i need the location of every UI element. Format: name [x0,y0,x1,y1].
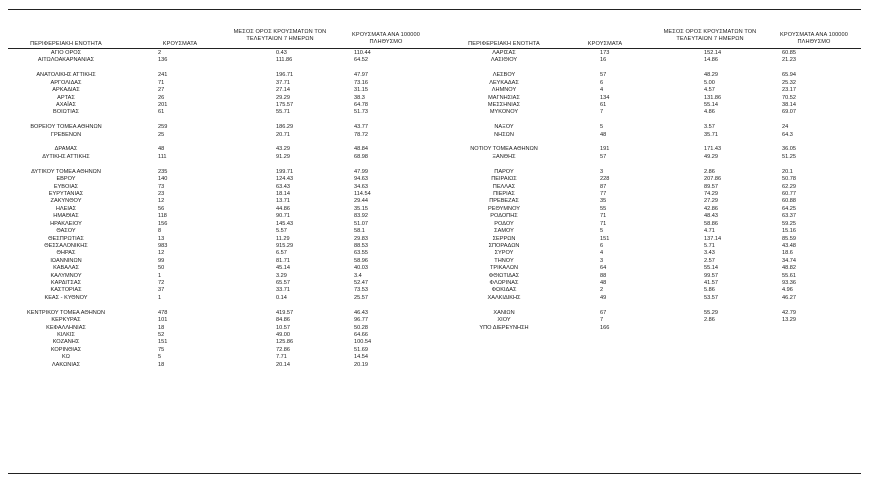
region-name: ΧΙΟΥ [497,317,511,324]
cell-cases: 3 [600,257,604,264]
cell-avg: 152.14 [704,50,722,56]
region-name: ΛΑΚΩΝΙΑΣ [51,361,81,368]
cell-avg: 0.43 [276,50,287,56]
cell-per: 64.52 [354,57,368,64]
cell-per: 34.74 [782,257,796,264]
header-avg-right: ΜΕΣΟΣ ΟΡΟΣ ΚΡΟΥΣΜΑΤΩΝ ΤΟΝ ΤΕΛΕΥΤΑΙΩΝ 7 ΗΜΕΡΩΝ [663,29,757,42]
region-name: ΒΟΡΕΙΟΥ ΤΟΜΕΑ ΑΘΗΝΩΝ [30,124,102,131]
cell-cases: 7 [600,317,604,324]
cell-per: 3.4 [354,272,362,279]
cell-avg: 915.29 [276,242,294,249]
cell-avg: 48.29 [704,72,718,79]
cell-avg: 3.57 [704,124,715,131]
region-name: ΠΕΙΡΑΙΩΣ [491,176,517,183]
region-name: ΚΙΛΚΙΣ [57,331,75,338]
cell-avg: 65.57 [276,280,290,287]
cell-cases: 111 [158,153,167,160]
cell-avg: 207.86 [704,176,722,183]
cell-cases: 57 [600,72,607,79]
cell-per: 34.63 [354,183,368,190]
cell-cases: 156 [158,220,168,227]
region-name: ΕΒΡΟΥ [56,176,76,183]
cell-avg: 10.57 [276,324,290,331]
cell-per: 96.77 [354,317,368,324]
region-name: ΑΙΤΩΛΟΑΚΑΡΝΑΝΙΑΣ [37,57,95,64]
cell-cases: 5 [600,228,604,235]
cell-cases: 6 [600,79,604,86]
cell-per: 20.19 [354,361,368,368]
cell-cases: 27 [158,87,165,94]
cell-avg: 171.43 [704,146,722,153]
cell-per: 58.1 [354,228,365,235]
cell-per: 100.54 [354,339,372,346]
cell-cases: 191 [600,146,610,153]
cell-cases: 72 [158,280,165,287]
cell-avg: 199.71 [276,168,294,175]
cell-per: 59.25 [782,220,796,227]
region-name: ΑΧΑΪΑΣ [56,101,76,108]
cell-cases: 71 [158,79,165,86]
header-avg-left: ΜΕΣΟΣ ΟΡΟΣ ΚΡΟΥΣΜΑΤΩΝ ΤΟΝ ΤΕΛΕΥΤΑΙΩΝ 7 ΗΜΕΡΩΝ [233,29,327,42]
region-name: ΡΟΔΟΥ [494,220,514,227]
cell-cases: 259 [158,124,168,131]
cell-cases: 5 [600,124,604,131]
cell-cases: 26 [158,94,165,101]
cell-per: 50.28 [354,324,368,331]
cell-cases: 64 [600,265,607,272]
cell-cases: 6 [600,242,604,249]
region-name: ΝΗΣΩΝ [494,131,514,138]
cell-per: 36.05 [782,146,796,153]
cell-avg: 5.00 [704,79,715,86]
cell-per: 42.79 [782,309,796,316]
cell-avg: 124.43 [276,176,294,183]
cell-per: 51.69 [354,346,368,353]
cell-avg: 53.57 [704,294,718,301]
cell-cases: 25 [158,131,165,138]
cell-avg: 55.14 [704,265,718,272]
region-name: ΙΩΑΝΝΙΝΩΝ [50,257,82,264]
cell-avg: 89.57 [704,183,718,190]
cell-avg: 91.29 [276,153,290,160]
region-name: ΔΥΤΙΚΟΥ ΤΟΜΕΑ ΑΘΗΝΩΝ [31,168,101,175]
cell-per: 69.07 [782,109,796,116]
cell-avg: 33.71 [276,287,290,294]
cell-per: 73.16 [354,79,368,86]
cell-per: 43.77 [354,124,368,131]
region-name: ΜΕΣΣΗΝΙΑΣ [487,101,521,108]
cell-cases: 151 [158,339,168,346]
cell-avg: 37.71 [276,79,290,86]
cell-per: 15.16 [782,228,796,235]
cell-cases: 71 [600,220,607,227]
cell-cases: 67 [600,309,607,316]
cell-avg: 58.86 [704,220,718,227]
cell-avg: 55.71 [276,109,290,116]
cell-cases: 55 [600,205,607,212]
cell-avg: 145.43 [276,220,294,227]
cell-cases: 2 [158,50,162,56]
cell-cases: 201 [158,101,168,108]
cell-avg: 18.14 [276,190,290,197]
region-name: ΔΡΑΜΑΣ [54,146,78,153]
region-name: ΗΡΑΚΛΕΙΟΥ [50,220,82,227]
cell-avg: 186.29 [276,124,294,131]
cell-cases: 18 [158,361,165,368]
region-name: ΦΛΩΡΙΝΑΣ [489,280,519,287]
region-name: ΛΕΥΚΑΔΑΣ [489,79,519,86]
region-name: ΠΑΡΟΥ [494,168,514,175]
cell-per: 73.53 [354,287,368,294]
cell-per: 18.6 [782,250,793,257]
region-name: ΜΑΓΝΗΣΙΑΣ [488,94,520,101]
cell-per: 47.99 [354,168,368,175]
cell-cases: 13 [158,235,165,242]
cell-cases: 75 [158,346,165,353]
cell-cases: 16 [600,57,607,64]
cell-cases: 4 [600,250,604,257]
cell-cases: 23 [158,190,165,197]
cell-avg: 4.57 [704,87,715,94]
cell-avg: 2.86 [704,317,715,324]
region-name: ΓΡΕΒΕΝΩΝ [50,131,82,138]
cell-per: 60.85 [782,50,796,56]
cell-cases: 228 [600,176,610,183]
cell-cases: 12 [158,250,165,257]
cell-cases: 56 [158,205,165,212]
region-name: ΛΑΣΙΘΙΟΥ [490,57,518,64]
cell-avg: 4.71 [704,228,715,235]
region-name: ΧΑΛΚΙΔΙΚΗΣ [487,294,521,301]
cell-per: 88.53 [354,242,368,249]
region-name: ΠΙΕΡΙΑΣ [493,190,515,197]
cell-cases: 61 [158,109,165,116]
cell-cases: 241 [158,72,168,79]
cell-avg: 45.14 [276,265,290,272]
cell-avg: 196.71 [276,72,294,79]
region-name: ΑΡΓΟΛΙΔΑΣ [50,79,82,86]
cell-avg: 137.14 [704,235,722,242]
cell-per: 63.55 [354,250,368,257]
header-per100k-right: ΚΡΟΥΣΜΑΤΑ ΑΝΑ 100000 ΠΛΗΘΥΣΜΟ [780,32,848,45]
cell-cases: 88 [600,272,607,279]
cell-per: 48.82 [782,265,796,272]
cell-cases: 151 [600,235,610,242]
cell-cases: 18 [158,324,165,331]
cell-avg: 6.57 [276,250,287,257]
region-name: ΚΟΖΑΝΗΣ [52,339,80,346]
cell-cases: 140 [158,176,168,183]
region-name: ΑΡΚΑΔΙΑΣ [52,87,80,94]
cell-avg: 29.29 [276,94,290,101]
cell-cases: 2 [600,287,604,294]
region-name: ΘΕΣΣΑΛΟΝΙΚΗΣ [44,242,88,249]
region-name: ΗΜΑΘΙΑΣ [53,213,79,220]
region-name: ΛΑΡΙΣΑΣ [492,50,516,56]
cell-cases: 77 [600,190,607,197]
cell-cases: 48 [600,131,607,138]
region-name: ΠΡΕΒΕΖΑΣ [489,198,519,205]
cell-per: 52.47 [354,280,368,287]
header-cases-right: ΚΡΟΥΣΜΑΤΑ [587,41,623,47]
cell-per: 55.61 [782,272,796,279]
cell-avg: 4.86 [704,109,715,116]
cell-cases: 5 [158,354,162,361]
cell-per: 14.54 [354,354,368,361]
cell-cases: 118 [158,213,167,220]
cell-avg: 63.43 [276,183,290,190]
cell-cases: 166 [600,324,610,331]
cell-cases: 48 [600,280,607,287]
cell-avg: 5.86 [704,287,715,294]
cell-cases: 7 [600,109,604,116]
region-name: ΚΑΛΥΜΝΟΥ [50,272,82,279]
cell-avg: 49.29 [704,153,718,160]
cell-per: 47.97 [354,72,368,79]
cell-per: 29.83 [354,235,368,242]
region-name: ΡΟΔΟΠΗΣ [490,213,518,220]
cell-cases: 4 [600,87,604,94]
cell-cases: 99 [158,257,165,264]
region-name: ΤΡΙΚΑΛΩΝ [489,265,519,272]
header-rule [8,48,861,49]
cell-avg: 3.29 [276,272,287,279]
cell-avg: 35.71 [704,131,718,138]
cell-cases: 173 [600,50,610,56]
cell-cases: 52 [158,331,165,338]
cell-per: 13.29 [782,317,796,324]
cell-avg: 48.43 [704,213,718,220]
region-name: ΧΑΝΙΩΝ [493,309,515,316]
cell-per: 43.48 [782,242,796,249]
cell-avg: 44.86 [276,205,290,212]
cell-cases: 50 [158,265,165,272]
cell-avg: 131.86 [704,94,722,101]
cell-avg: 175.57 [276,101,294,108]
cell-per: 94.63 [354,176,368,183]
header-region-left: ΠΕΡΙΦΕΡΕΙΑΚΗ ΕΝΟΤΗΤΑ [30,41,102,47]
region-name: ΕΥΡΥΤΑΝΙΑΣ [48,190,84,197]
region-name: ΝΟΤΙΟΥ ΤΟΜΕΑ ΑΘΗΝΩΝ [470,146,538,153]
cell-cases: 478 [158,309,168,316]
cell-avg: 49.00 [276,331,290,338]
cell-avg: 125.86 [276,339,294,346]
cell-avg: 99.57 [704,272,718,279]
cell-avg: 81.71 [276,257,290,264]
cell-cases: 73 [158,183,165,190]
cell-per: 60.88 [782,198,796,205]
cell-avg: 5.57 [276,228,287,235]
cell-avg: 72.86 [276,346,290,353]
cell-cases: 3 [600,168,604,175]
region-name: ΘΑΣΟΥ [56,228,76,235]
header-cases-left: ΚΡΟΥΣΜΑΤΑ [162,41,198,47]
cell-avg: 5.71 [704,242,715,249]
cell-per: 20.1 [782,168,793,175]
cell-per: 25.32 [782,79,796,86]
cell-per: 51.07 [354,220,368,227]
cell-avg: 43.29 [276,146,290,153]
cell-per: 78.72 [354,131,368,138]
cell-cases: 136 [158,57,168,64]
cell-per: 46.27 [782,294,796,301]
cell-avg: 55.29 [704,309,718,316]
cell-per: 93.36 [782,280,796,287]
cell-per: 68.98 [354,153,368,160]
region-name: ΚΟΡΙΝΘΙΑΣ [50,346,82,353]
cell-cases: 983 [158,242,168,249]
region-name: ΣΕΡΡΩΝ [492,235,516,242]
cell-per: 35.15 [354,205,368,212]
region-name: ΜΥΚΟΝΟΥ [489,109,519,116]
cell-per: 29.44 [354,198,368,205]
cell-avg: 74.29 [704,190,718,197]
cell-per: 51.25 [782,153,796,160]
region-name: ΣΑΜΟΥ [494,228,514,235]
region-name: ΤΗΝΟΥ [494,257,514,264]
region-name: ΗΛΕΙΑΣ [55,205,77,212]
cell-per: 40.03 [354,265,368,272]
bottom-rule [8,473,861,474]
header-per100k-left: ΚΡΟΥΣΜΑΤΑ ΑΝΑ 100000 ΠΛΗΘΥΣΜΟ [352,32,420,45]
cell-cases: 57 [600,153,607,160]
cell-avg: 20.71 [276,131,290,138]
region-name: ΘΗΡΑΣ [56,250,76,257]
cell-per: 58.96 [354,257,368,264]
cell-avg: 111.86 [276,57,293,64]
top-rule [8,9,861,10]
region-name: ΚΩ [62,354,70,361]
cell-per: 60.77 [782,190,796,197]
region-name: ΑΝΑΤΟΛΙΚΗΣ ΑΤΤΙΚΗΣ [36,72,96,79]
cell-per: 25.57 [354,294,368,301]
cell-avg: 20.14 [276,361,290,368]
cell-per: 70.52 [782,94,796,101]
cell-cases: 101 [158,317,168,324]
cell-cases: 35 [600,198,607,205]
region-name: ΚΑΡΔΙΤΣΑΣ [50,280,82,287]
cell-per: 38.3 [354,94,365,101]
cell-per: 50.78 [782,176,796,183]
region-name: ΚΕΡΚΥΡΑΣ [51,317,81,324]
cell-cases: 235 [158,168,168,175]
region-name: ΚΕΝΤΡΙΚΟΥ ΤΟΜΕΑ ΑΘΗΝΩΝ [26,309,105,316]
cell-avg: 11.29 [276,235,290,242]
cell-per: 64.66 [354,331,368,338]
cell-cases: 37 [158,287,165,294]
cell-cases: 48 [158,146,165,153]
cell-avg: 3.43 [704,250,715,257]
region-name: ΖΑΚΥΝΘΟΥ [50,198,82,205]
cell-avg: 7.71 [276,354,287,361]
cell-per: 4.96 [782,287,793,294]
cell-cases: 87 [600,183,607,190]
region-name: ΡΕΘΥΜΝΟΥ [488,205,520,212]
cell-per: 48.84 [354,146,368,153]
region-name: ΚΑΒΑΛΑΣ [53,265,79,272]
cell-cases: 49 [600,294,607,301]
header-region-right: ΠΕΡΙΦΕΡΕΙΑΚΗ ΕΝΟΤΗΤΑ [468,41,540,47]
cell-per: 46.43 [354,309,368,316]
cell-cases: 134 [600,94,610,101]
cell-per: 63.37 [782,213,796,220]
region-name: ΚΕΦΑΛΛΗΝΙΑΣ [46,324,86,331]
region-name: ΑΓΙΟ ΟΡΟΣ [50,50,82,56]
region-name: ΣΠΟΡΑΔΩΝ [488,242,520,249]
region-name: ΝΑΞΟΥ [494,124,514,131]
cell-per: 24 [782,124,789,131]
cell-cases: 12 [158,198,165,205]
region-name: ΣΥΡΟΥ [494,250,514,257]
cell-avg: 84.86 [276,317,290,324]
cell-avg: 27.29 [704,198,718,205]
cell-per: 31.15 [354,87,368,94]
cell-cases: 1 [158,294,162,301]
region-name: ΕΥΒΟΙΑΣ [53,183,79,190]
cell-per: 65.94 [782,72,796,79]
cell-avg: 0.14 [276,294,287,301]
cell-per: 110.44 [354,50,371,56]
cell-avg: 41.57 [704,280,718,287]
cell-cases: 71 [600,213,607,220]
cell-per: 38.14 [782,101,796,108]
region-name: ΥΠΟ ΔΙΕΡΕΥΝΗΣΗ [479,324,529,331]
region-name: ΒΟΙΩΤΙΑΣ [53,109,79,116]
cell-avg: 55.14 [704,101,718,108]
region-name: ΠΕΛΛΑΣ [492,183,516,190]
cell-avg: 2.57 [704,257,715,264]
cell-per: 51.73 [354,109,368,116]
cell-per: 64.78 [354,101,368,108]
region-name: ΞΑΝΘΗΣ [492,153,516,160]
cell-avg: 14.86 [704,57,718,64]
cell-per: 114.54 [354,190,371,197]
cell-avg: 27.14 [276,87,290,94]
region-name: ΘΕΣΠΡΩΤΙΑΣ [48,235,84,242]
region-name: ΔΥΤΙΚΗΣ ΑΤΤΙΚΗΣ [42,153,90,160]
region-name: ΑΡΤΑΣ [57,94,75,101]
cell-cases: 61 [600,101,607,108]
cell-per: 83.92 [354,213,368,220]
region-name: ΛΕΣΒΟΥ [492,72,516,79]
region-name: ΦΘΙΩΤΙΔΑΣ [488,272,520,279]
region-name: ΚΕΑΣ - ΚΥΘΝΟΥ [44,294,88,301]
cell-per: 23.17 [782,87,796,94]
cell-per: 62.29 [782,183,796,190]
cell-per: 21.23 [782,57,796,64]
cell-cases: 1 [158,272,162,279]
cell-avg: 90.71 [276,213,290,220]
cell-per: 64.3 [782,131,793,138]
cell-avg: 42.86 [704,205,718,212]
cell-avg: 13.71 [276,198,290,205]
region-name: ΦΩΚΙΔΑΣ [491,287,517,294]
cell-cases: 8 [158,228,162,235]
cell-avg: 2.86 [704,168,715,175]
region-name: ΚΑΣΤΟΡΙΑΣ [50,287,82,294]
cell-per: 64.25 [782,205,796,212]
cell-avg: 419.57 [276,309,294,316]
cell-per: 85.59 [782,235,796,242]
region-name: ΛΗΜΝΟΥ [491,87,517,94]
